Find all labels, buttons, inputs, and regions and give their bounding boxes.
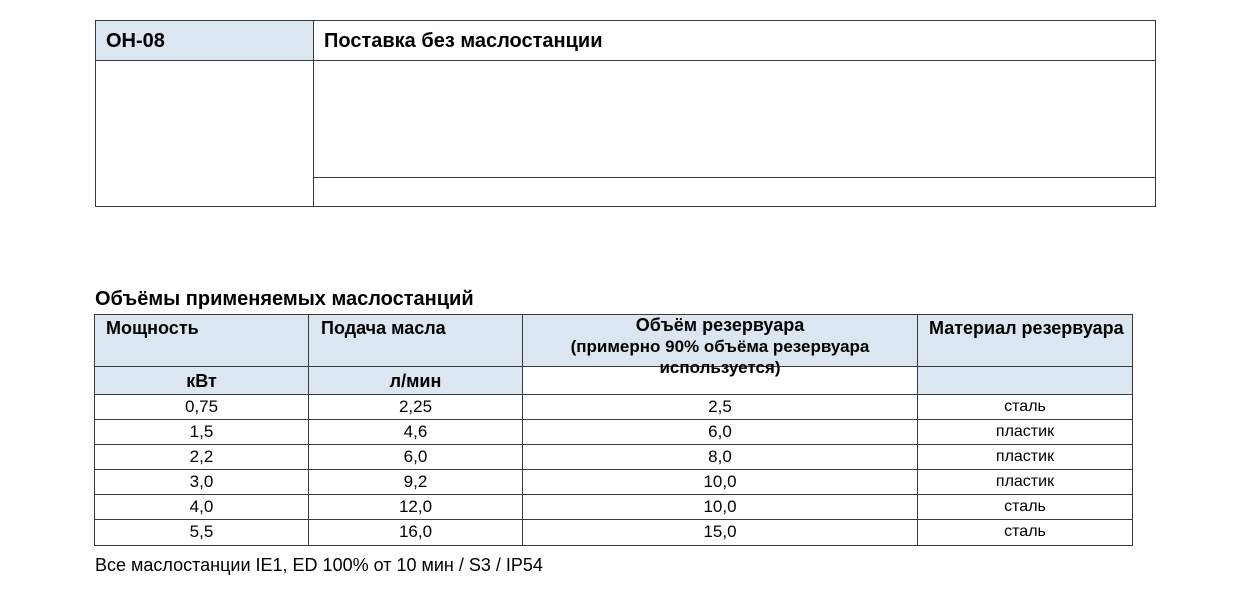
header-flow: Подача масла — [308, 314, 523, 367]
header-tank-volume-line3: используется) — [659, 358, 781, 377]
order-option-box — [95, 20, 1156, 207]
header-material: Материал резервуара — [917, 314, 1133, 367]
cell-flow: 2,25 — [308, 394, 523, 420]
footnote: Все маслостанции IE1, ED 100% от 10 мин / S3 / IP54 — [95, 555, 543, 575]
header-tank-volume — [522, 314, 918, 377]
cell-material: пластик — [917, 444, 1133, 470]
cell-power: 5,5 — [94, 519, 309, 546]
cell-material: сталь — [917, 494, 1133, 520]
cell-tank-volume: 10,0 — [522, 494, 918, 520]
cell-power: 1,5 — [94, 419, 309, 445]
cell-flow: 6,0 — [308, 444, 523, 470]
cell-flow: 4,6 — [308, 419, 523, 445]
unit-flow: л/мин — [308, 366, 523, 395]
cell-power: 0,75 — [94, 394, 309, 420]
cell-material: пластик — [917, 419, 1133, 445]
cell-tank-volume: 15,0 — [522, 519, 918, 546]
cell-power: 2,2 — [94, 444, 309, 470]
header-tank-volume-line1: Объём резервуара — [635, 315, 805, 335]
option-code: ОН-08 — [96, 21, 314, 61]
unit-material — [917, 366, 1133, 395]
cell-flow: 12,0 — [308, 494, 523, 520]
cell-power: 4,0 — [94, 494, 309, 520]
cell-tank-volume: 8,0 — [522, 444, 918, 470]
volumes-table — [95, 315, 1134, 547]
cell-material: сталь — [917, 519, 1133, 546]
cell-material: пластик — [917, 469, 1133, 495]
option-empty-description-cell — [314, 61, 1155, 178]
option-empty-bottom-cell — [314, 178, 1155, 206]
cell-tank-volume: 2,5 — [522, 394, 918, 420]
header-power: Мощность — [94, 314, 309, 367]
option-empty-left-cell — [96, 61, 314, 206]
cell-power: 3,0 — [94, 469, 309, 495]
option-title: Поставка без маслостанции — [314, 21, 1155, 61]
unit-power: кВт — [94, 366, 309, 395]
cell-flow: 9,2 — [308, 469, 523, 495]
cell-tank-volume: 10,0 — [522, 469, 918, 495]
header-tank-volume-line2: (примерно 90% объёма резервуара — [570, 337, 870, 356]
cell-material: сталь — [917, 394, 1133, 420]
cell-flow: 16,0 — [308, 519, 523, 546]
volumes-heading: Объёмы применяемых маслостанций — [95, 288, 474, 310]
cell-tank-volume: 6,0 — [522, 419, 918, 445]
